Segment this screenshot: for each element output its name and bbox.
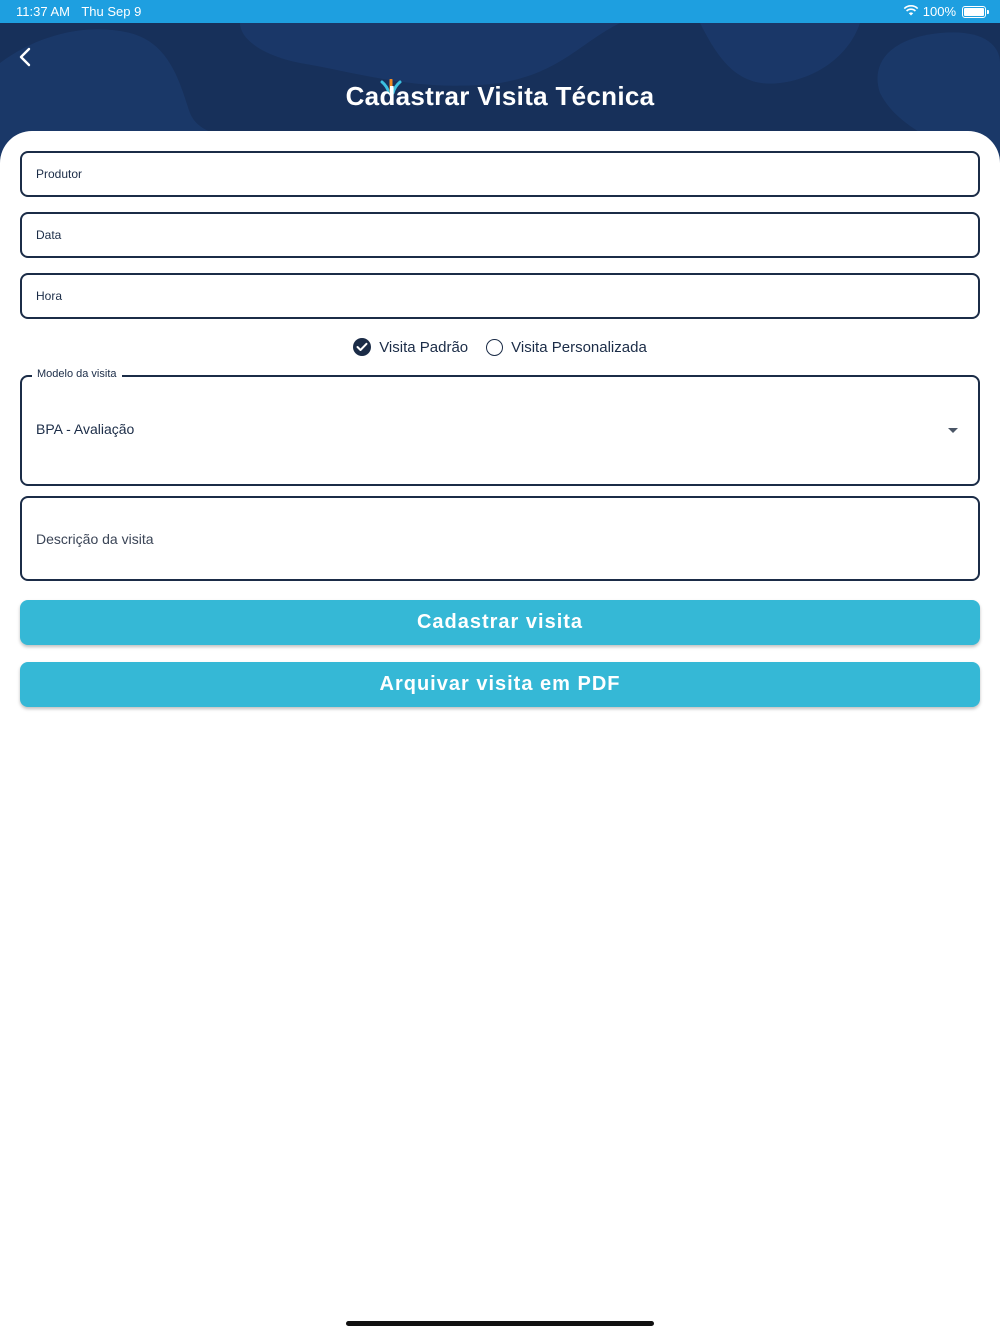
back-button[interactable] [12,43,38,71]
battery-icon [962,6,986,18]
wifi-icon [903,4,919,19]
cadastrar-visita-button[interactable]: Cadastrar visita [20,600,980,645]
form-panel [0,131,1000,1334]
descricao-field[interactable] [20,496,980,581]
check-circle-icon [353,338,371,356]
radio-visita-padrao-label: Visita Padrão [379,338,469,356]
status-bar [0,0,1000,23]
data-field[interactable] [20,212,980,258]
chevron-left-icon [18,47,32,67]
produtor-label: Produtor [36,167,83,181]
arquivar-pdf-button[interactable]: Arquivar visita em PDF [20,662,980,707]
home-indicator [346,1321,654,1326]
modelo-select[interactable] [20,368,980,486]
radio-visita-personalizada[interactable] [486,339,647,356]
status-time: 11:37 AM [16,4,70,19]
modelo-value: BPA - Avaliação [36,421,135,437]
status-left [16,4,149,19]
empty-circle-icon [486,339,503,356]
visit-type-radio-group [0,335,1000,359]
battery-percent: 100% [922,4,956,19]
produtor-field[interactable] [20,151,980,197]
status-date: Thu Sep 9 [81,4,142,19]
modelo-legend: Modelo da visita [32,368,122,380]
status-right [903,4,986,19]
descricao-placeholder: Descrição da visita [36,531,154,547]
radio-visita-padrao[interactable] [353,338,468,356]
hora-label: Hora [36,289,63,303]
dropdown-caret-icon [948,428,958,433]
radio-visita-personalizada-label: Visita Personalizada [511,338,647,356]
page-title: Cadastrar Visita Técnica [345,81,655,111]
data-label: Data [36,228,62,242]
hora-field[interactable] [20,273,980,319]
